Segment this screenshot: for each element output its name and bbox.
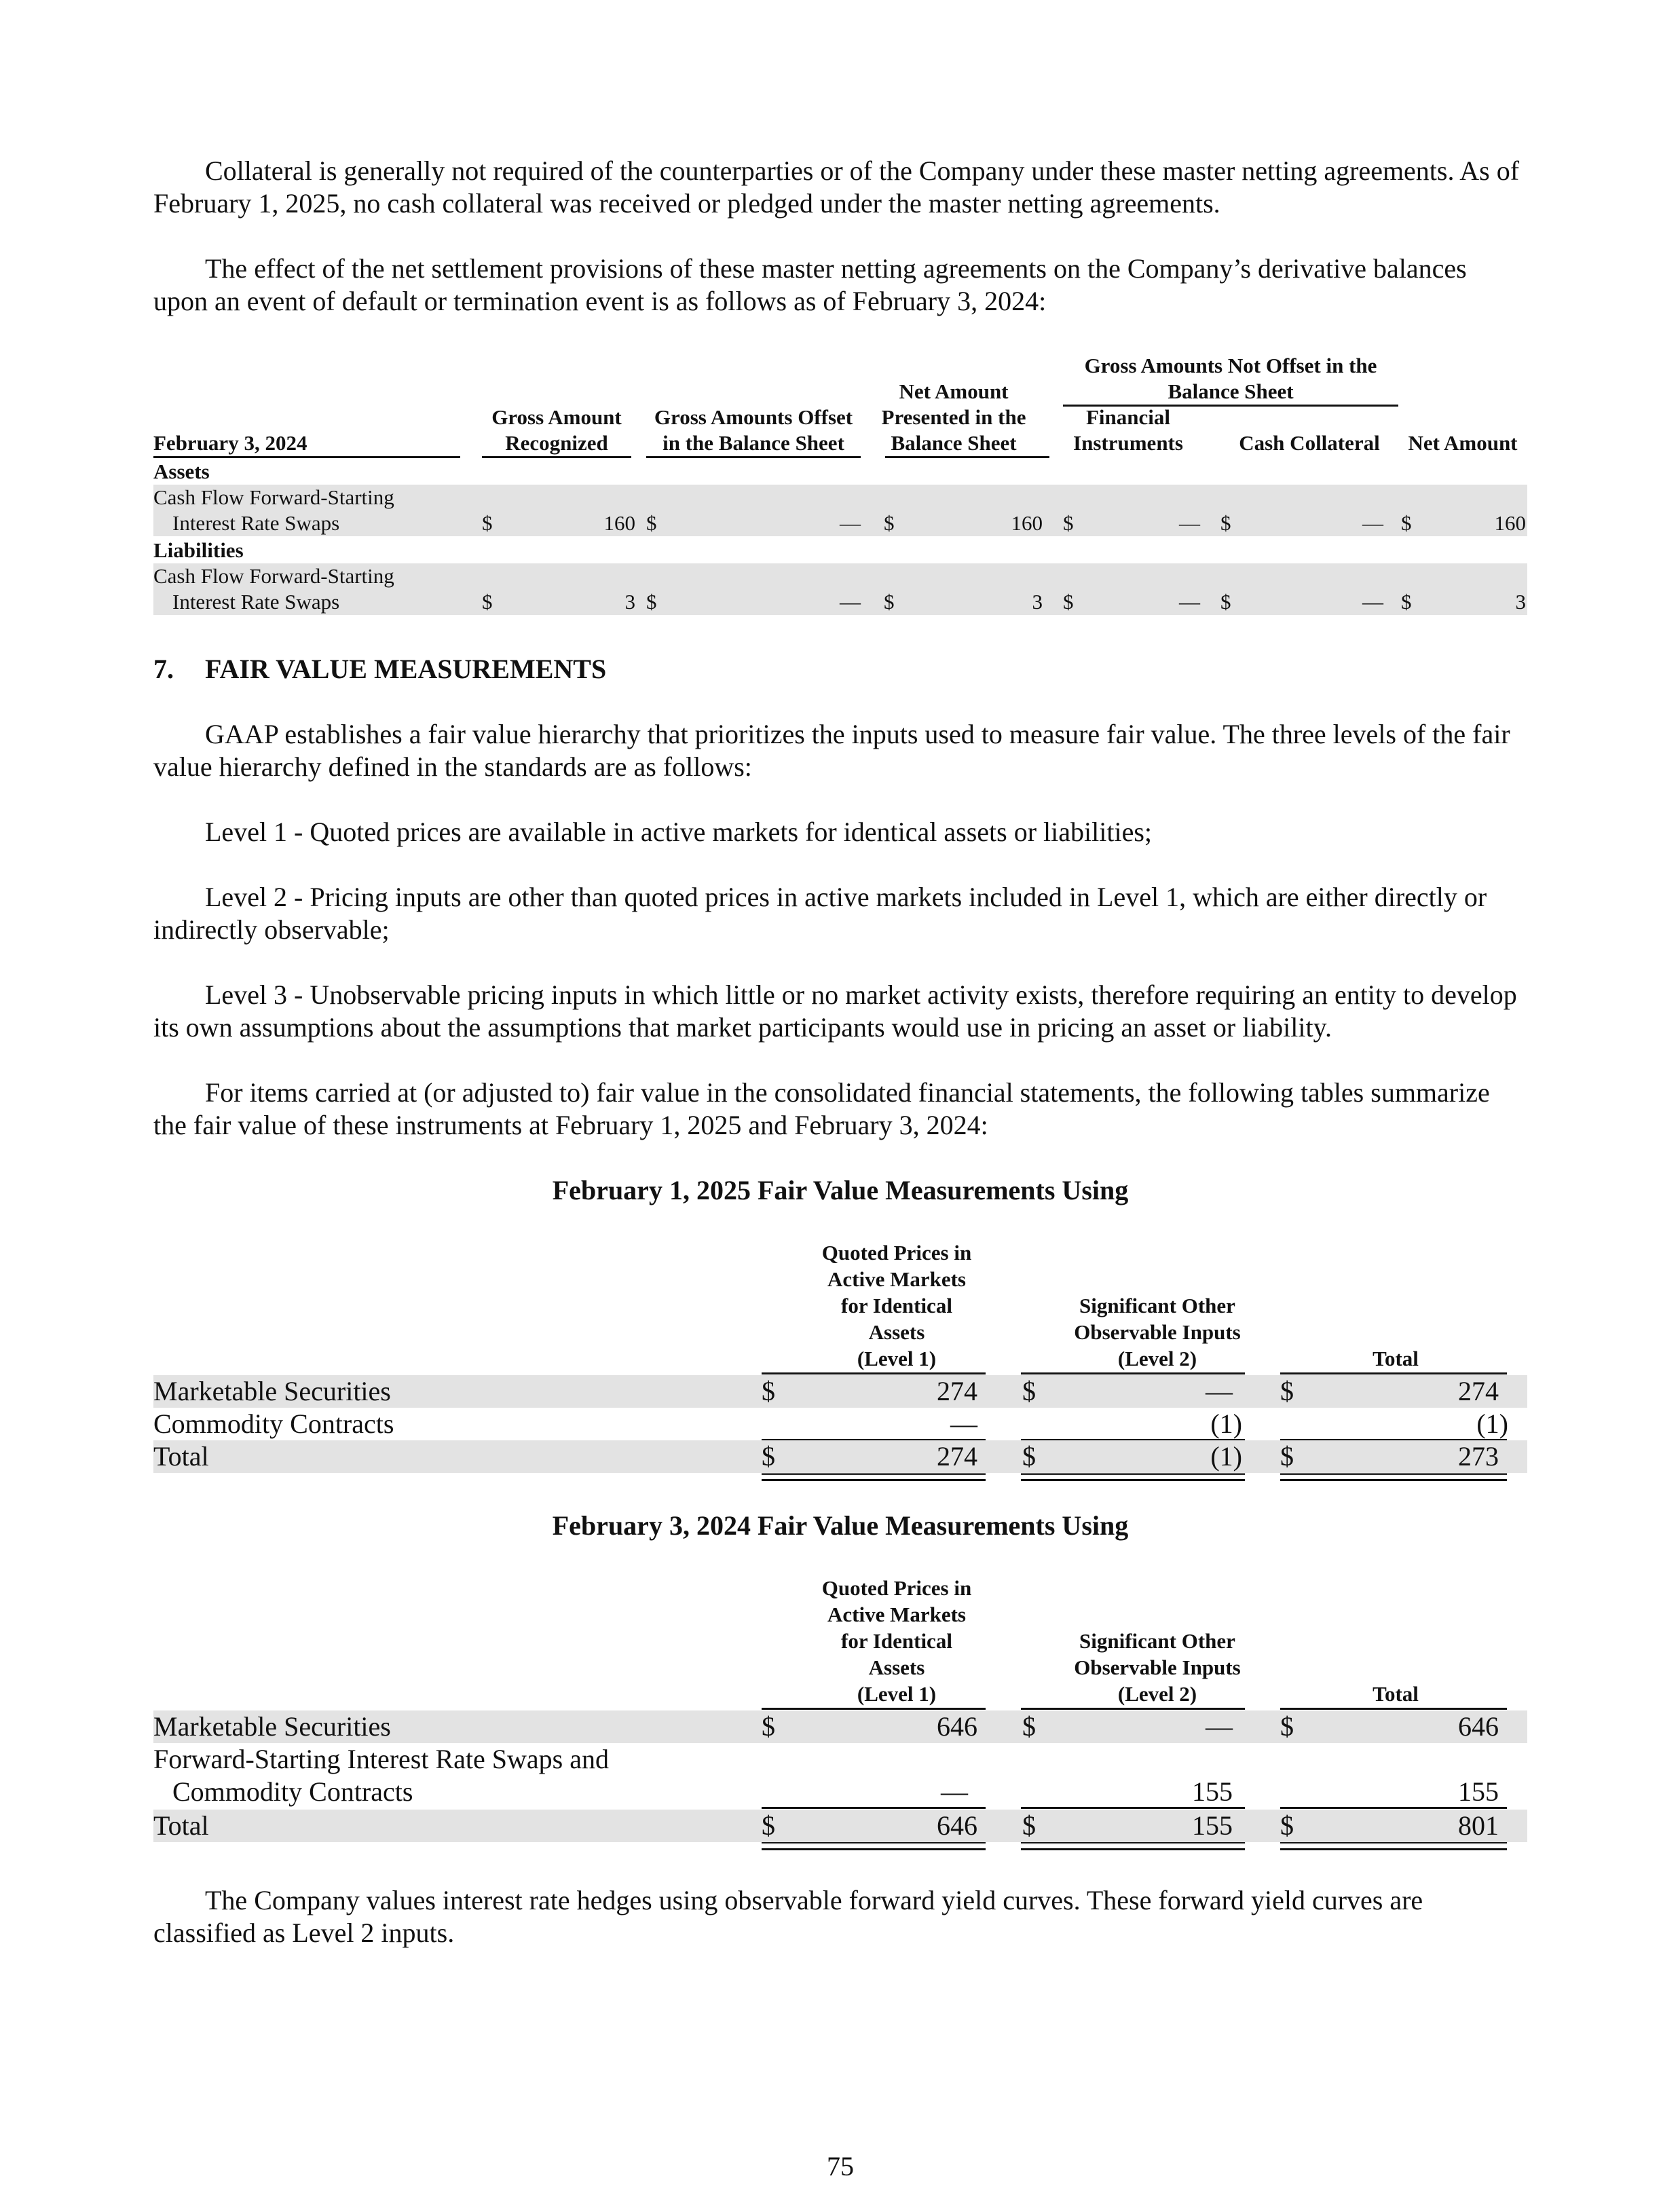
paragraph-net-settlement: The effect of the net settlement provisions of these master netting agreements on the Company’s derivative balances upon an event of default or termination event is as follows as of February 3, 2024:: [153, 253, 1467, 316]
paragraph-level2: Level 2 - Pricing inputs are other than quoted prices in active markets included in Level 1, which are either directly or indirectly observable;: [153, 882, 1487, 945]
col-level2-header: Significant Other Observable Inputs (Level 2): [1074, 1629, 1241, 1706]
paragraph-items-carried: For items carried at (or adjusted to) fair value in the consolidated financial statements, the following tables summarize the fair value of these instruments at February 1, 2025 and February 3, 2024:: [153, 1077, 1490, 1140]
page-number: 75: [827, 2151, 854, 2182]
col-cash-header: Cash Collateral: [1239, 431, 1380, 455]
paragraph-interest-rate-hedges: The Company values interest rate hedges using observable forward yield curves. These forward yield curves are classified as Level 2 inputs.: [153, 1885, 1423, 1948]
table-row: Forward-Starting Interest Rate Swaps and Commodity Contracts — 155 155: [153, 1744, 1499, 1807]
table-row: Commodity Contracts — (1) (1): [153, 1408, 1508, 1439]
netting-table: [153, 353, 1527, 618]
col-gross-header: Gross Amount Recognized: [491, 405, 622, 455]
col-net-presented-header: Net Amount Presented in the Balance Sheet: [881, 379, 1026, 455]
table-row: Cash Flow Forward-Starting Interest Rate Swaps $ 160 $ — $ 160 $ — $ — $ 160: [153, 485, 1526, 535]
group-header: Gross Amounts Not Offset in the Balance Sheet: [1063, 353, 1398, 407]
paragraph-level3: Level 3 - Unobservable pricing inputs in which little or no market activity exists, therefore requiring an entity to develop its own assumptions about the assumptions that market participants would use in pricing an asset or liability.: [153, 979, 1517, 1043]
col-financial-header: Financial Instruments: [1073, 405, 1183, 455]
col-offset-header: Gross Amounts Offset in the Balance Sheet: [654, 405, 853, 455]
col-level1-header: Quoted Prices in Active Markets for Identical Assets (Level 1): [821, 1576, 972, 1706]
table-row-total: Total $ 274 $ (1) $ 273: [153, 1440, 1527, 1473]
assets-label: Assets: [153, 460, 210, 483]
table-row: Marketable Securities $ 274 $ — $ 274: [153, 1375, 1527, 1408]
fair-value-table-2024: [153, 1575, 1527, 1846]
table-row-total: Total $ 646 $ 155 $ 801: [153, 1810, 1527, 1842]
table-row: Marketable Securities $ 646 $ — $ 646: [153, 1710, 1527, 1743]
col-total-header: Total: [1373, 1682, 1419, 1706]
paragraph-collateral: Collateral is generally not required of the counterparties or of the Company under these master netting agreements. As of February 1, 2025, no cash collateral was received or pledged under the master netting agreements.: [153, 155, 1520, 219]
liabilities-label: Liabilities: [153, 538, 244, 562]
col-level2-header: Significant Other Observable Inputs (Level 2): [1074, 1294, 1241, 1370]
col-net-header: Net Amount: [1408, 431, 1518, 455]
paragraph-gaap: GAAP establishes a fair value hierarchy that prioritizes the inputs used to measure fair value. The three levels of the fair value hierarchy defined in the standards are as follows:: [153, 719, 1510, 782]
table-caption-2025: February 1, 2025 Fair Value Measurements Using: [552, 1175, 1129, 1205]
fair-value-table-2025: [153, 1239, 1527, 1470]
table-caption-2024: February 3, 2024 Fair Value Measurements Using: [552, 1510, 1129, 1541]
paragraph-level1: Level 1 - Quoted prices are available in active markets for identical assets or liabilities;: [205, 817, 1153, 847]
col-level1-header: Quoted Prices in Active Markets for Identical Assets (Level 1): [821, 1241, 972, 1370]
col-date-header: February 3, 2024: [153, 430, 460, 458]
table-row: Cash Flow Forward-Starting Interest Rate Swaps $ 3 $ — $ 3 $ — $ — $ 3: [153, 564, 1526, 614]
col-total-header: Total: [1373, 1347, 1419, 1370]
section-heading: 7. FAIR VALUE MEASUREMENTS: [153, 654, 607, 684]
